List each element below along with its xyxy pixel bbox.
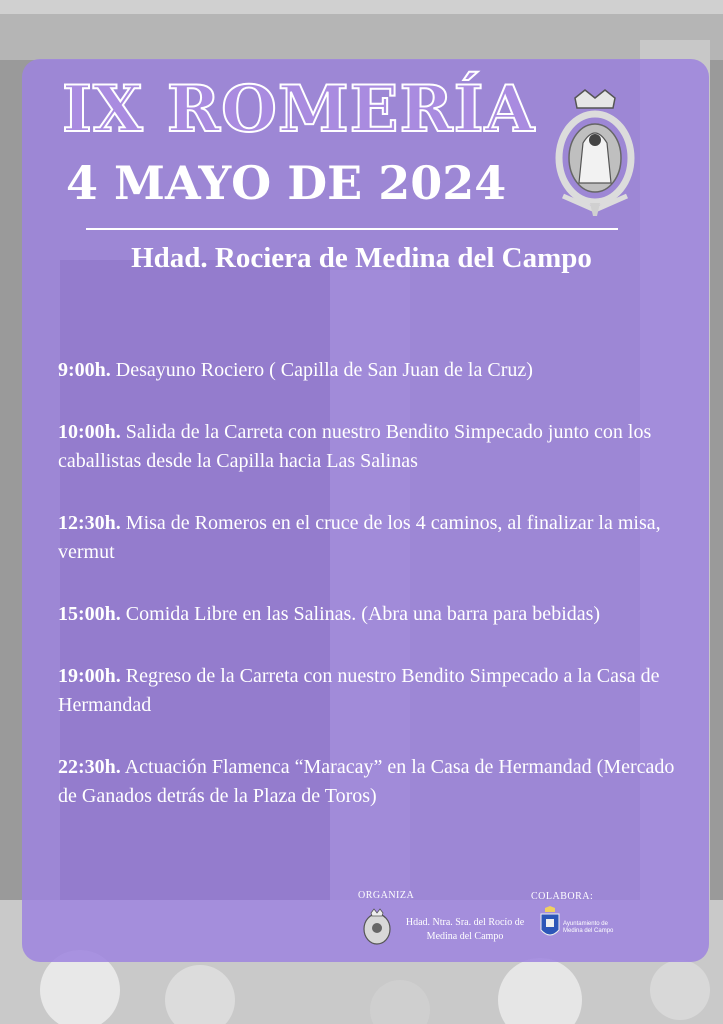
schedule-time: 12:30h.: [58, 512, 121, 534]
colabora-line2: Medina del Campo: [563, 928, 614, 934]
schedule-item: [58, 356, 688, 385]
colabora-label: COLABORA:: [531, 891, 594, 902]
schedule-time: 22:30h.: [58, 756, 121, 778]
organization-subtitle: Hdad. Rociera de Medina del Campo: [131, 242, 592, 274]
schedule-time: 9:00h.: [58, 359, 111, 381]
schedule-text: Comida Libre en las Salinas. (Abra una barra para bebidas): [120, 603, 601, 625]
hermandad-small-crest-icon: [360, 908, 394, 946]
event-date: 4 MAYO DE 2024: [66, 156, 507, 210]
schedule-item: [58, 753, 688, 811]
organiza-line1: Hdad. Ntra. Sra. del Rocío de: [405, 917, 525, 928]
schedule-list: [58, 356, 688, 844]
schedule-item: [58, 600, 688, 629]
schedule-text: Desayuno Rociero ( Capilla de San Juan de la Cruz): [110, 359, 533, 381]
schedule-text: Regreso de la Carreta con nuestro Bendito Simpecado a la Casa de Hermandad: [58, 665, 660, 716]
schedule-text: Misa de Romeros en el cruce de los 4 caminos, al finalizar la misa, vermut: [58, 512, 661, 563]
schedule-time: 10:00h.: [58, 421, 121, 443]
schedule-item: [58, 418, 688, 476]
title-divider: [86, 228, 618, 230]
schedule-time: 15:00h.: [58, 603, 121, 625]
hermandad-crest-icon: [535, 88, 655, 218]
event-title: IX ROMERÍA: [62, 72, 536, 147]
schedule-text: Actuación Flamenca “Maracay” en la Casa de Hermandad (Mercado de Ganados detrás de la Plaza de Toros): [58, 756, 675, 807]
ayuntamiento-shield-icon: [539, 906, 561, 942]
organiza-text: [400, 916, 530, 944]
schedule-time: 19:00h.: [58, 665, 121, 687]
colabora-text: [563, 921, 643, 935]
schedule-item: [58, 662, 688, 720]
organiza-line2: Medina del Campo: [426, 931, 504, 942]
schedule-item: [58, 509, 688, 567]
colabora-line1: Ayuntamiento de: [563, 921, 608, 927]
organiza-label: ORGANIZA: [358, 890, 415, 901]
schedule-text: Salida de la Carreta con nuestro Bendito Simpecado junto con los caballistas desde la Capilla hacia Las Salinas: [58, 421, 652, 472]
